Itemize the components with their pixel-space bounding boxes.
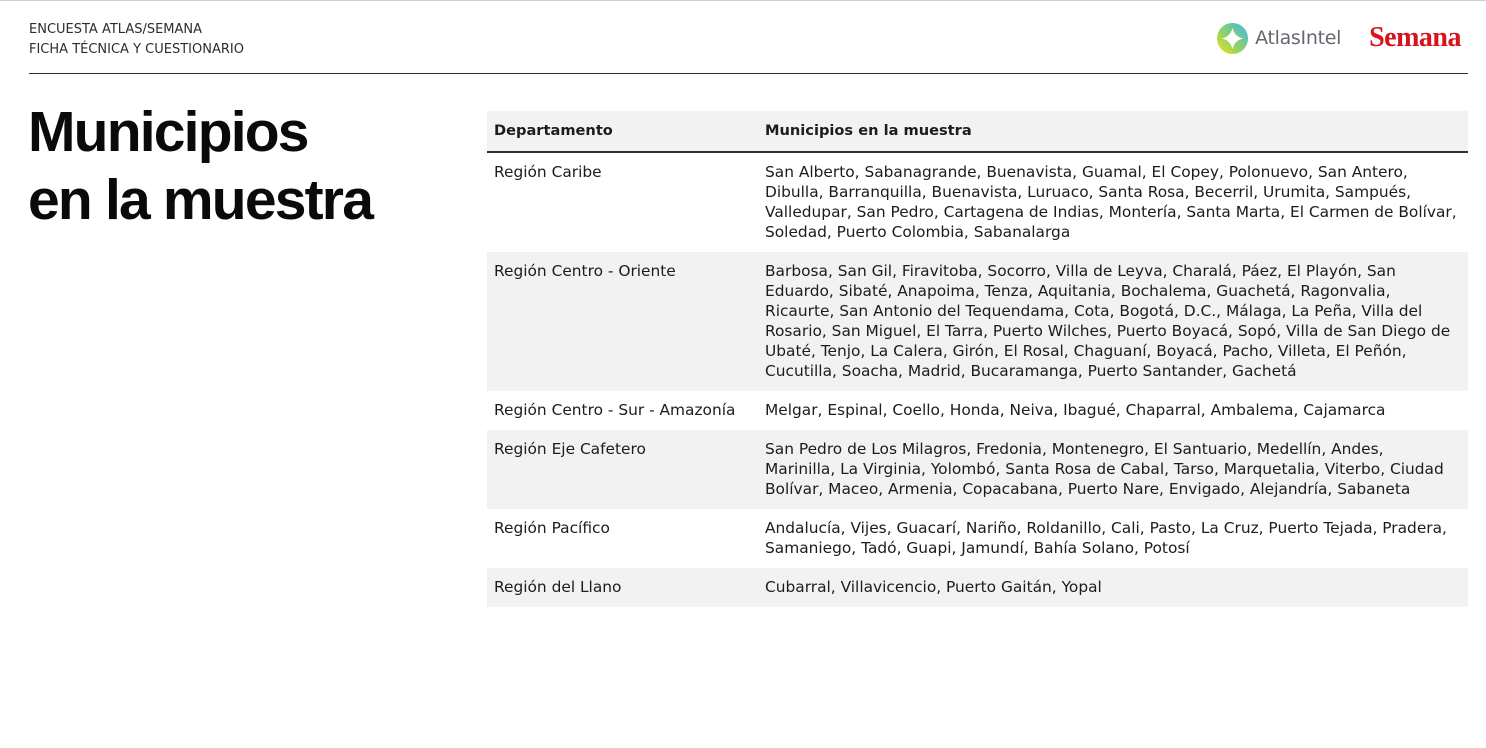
table-row [487, 252, 1468, 391]
semana-logo: Semana [1369, 22, 1461, 53]
cell-municipios: San Alberto, Sabanagrande, Buenavista, Guamal, El Copey, Polonuevo, San Antero, Dibulla, Barranquilla, Buenavista, Luruaco, Santa Rosa, Becerril, Urumita, Sampués, Valledupar, San Pedro, Cartagena de Indias, Montería, Santa Marta, El Carmen de Bolívar, Soledad, Puerto Colombia, Sabanalarga [765, 163, 1457, 241]
column-header-departamento: Departamento [487, 111, 758, 152]
atlasintel-logo [1216, 22, 1341, 55]
logos [1216, 20, 1461, 56]
table-row [487, 430, 1468, 509]
cell-departamento: Región Caribe [494, 163, 602, 181]
top-border [0, 0, 1486, 1]
table-row [487, 391, 1468, 430]
header-subtitle [29, 20, 244, 60]
table-header-row [487, 111, 1468, 152]
column-header-municipios: Municipios en la muestra [758, 111, 1468, 152]
cell-municipios: Melgar, Espinal, Coello, Honda, Neiva, Ibagué, Chaparral, Ambalema, Cajamarca [765, 401, 1386, 419]
cell-departamento: Región Eje Cafetero [487, 430, 758, 509]
page-title-line1: Municipios [28, 100, 308, 164]
table-row [487, 152, 1468, 252]
atlasintel-wordmark: AtlasIntel [1255, 27, 1342, 49]
cell-municipios: Barbosa, San Gil, Firavitoba, Socorro, Villa de Leyva, Charalá, Páez, El Playón, San Eduardo, Sibaté, Anapoima, Tenza, Aquitania, Bochalema, Guachetá, Ragonvalia, Ricaurte, San Antonio del Tequendama, Cota, Bogotá, D.C., Málaga, La Peña, Villa del Rosario, San Miguel, El Tarra, Puerto Wilches, Puerto Boyacá, Sopó, Villa de San Diego de Ubaté, Tenjo, La Calera, Girón, El Rosal, Chaguaní, Boyacá, Pacho, Villeta, El Peñón, Cucutilla, Soacha, Madrid, Bucaramanga, Puerto Santander, Gachetá [758, 252, 1468, 391]
cell-municipios: Cubarral, Villavicencio, Puerto Gaitán, Yopal [758, 568, 1468, 607]
cell-departamento: Región Centro - Oriente [487, 252, 758, 391]
municipios-table [487, 111, 1468, 607]
page-title [28, 98, 458, 234]
table-row [487, 509, 1468, 568]
table-row [487, 568, 1468, 607]
cell-municipios: San Pedro de Los Milagros, Fredonia, Montenegro, El Santuario, Medellín, Andes, Marinilla, La Virginia, Yolombó, Santa Rosa de Cabal, Tarso, Marquetalia, Viterbo, Ciudad Bolívar, Maceo, Armenia, Copacabana, Puerto Nare, Envigado, Alejandría, Sabaneta [758, 430, 1468, 509]
header-line-survey: ENCUESTA ATLAS/SEMANA [29, 22, 203, 37]
cell-municipios: Andalucía, Vijes, Guacarí, Nariño, Roldanillo, Cali, Pasto, La Cruz, Puerto Tejada, Pradera, Samaniego, Tadó, Guapi, Jamundí, Bahía Solano, Potosí [765, 519, 1447, 557]
cell-departamento: Región Pacífico [494, 519, 610, 537]
cell-departamento: Región del Llano [487, 568, 758, 607]
cell-departamento: Región Centro - Sur - Amazonía [494, 401, 736, 419]
page-title-line2: en la muestra [28, 168, 373, 232]
atlasintel-logo-icon [1216, 22, 1249, 55]
header-divider [29, 73, 1468, 74]
header-line-section: FICHA TÉCNICA Y CUESTIONARIO [29, 42, 244, 57]
